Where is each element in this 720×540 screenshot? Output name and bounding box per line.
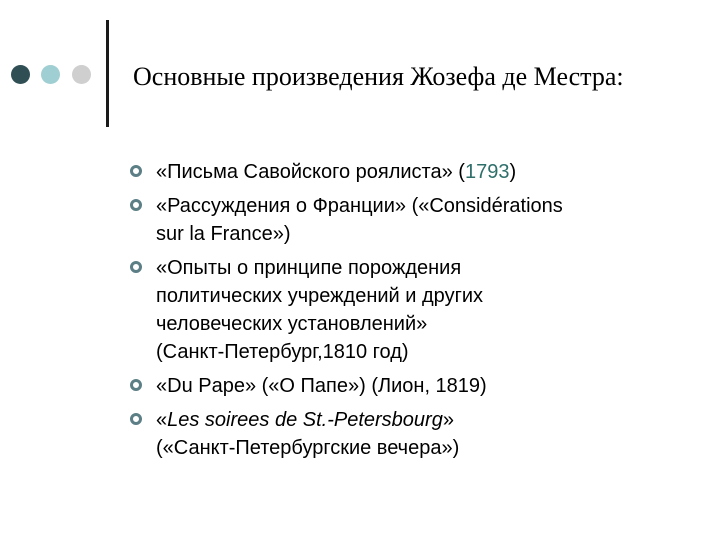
list-item-st-petersburg-dialogues xyxy=(128,406,688,462)
title-divider-line xyxy=(106,20,109,127)
list-item-considerations-on-france xyxy=(128,192,688,248)
item-text-line2: («Санкт-Петербургские вечера») xyxy=(156,437,460,459)
list-item-essay-generative-principle xyxy=(128,254,688,366)
item-text-line1: «Рассуждения о Франции» («Considérations xyxy=(156,195,563,217)
item-text-line2: sur la France») xyxy=(156,223,291,245)
item-year: 1793 xyxy=(464,161,510,183)
list-item-letters-savoy-royalist xyxy=(128,158,688,186)
item-quote-close: » xyxy=(442,409,454,431)
item-text-line3: человеческих установлений» xyxy=(156,313,428,335)
item-text: «Du Pape» («О Папе») (Лион, 1819) xyxy=(156,375,487,397)
bullet-ring-icon xyxy=(130,261,142,273)
bullet-ring-icon xyxy=(130,165,142,177)
list-item-du-pape xyxy=(128,372,688,400)
item-quote-open: « xyxy=(156,409,168,431)
decorative-circle-dark xyxy=(11,65,30,84)
decorative-circle-teal xyxy=(41,65,60,84)
bullet-ring-icon xyxy=(130,379,142,391)
item-text-close: ) xyxy=(509,161,517,183)
slide-title: Основные произведения Жозефа де Местра: xyxy=(133,62,624,91)
works-list xyxy=(128,158,688,468)
bullet-ring-icon xyxy=(130,199,142,211)
item-text-line1: «Опыты о принципе порождения xyxy=(156,257,462,279)
decorative-circle-gray xyxy=(72,65,91,84)
bullet-ring-icon xyxy=(130,413,142,425)
item-text-line2: политических учреждений и других xyxy=(156,285,484,307)
item-text-line4: (Санкт-Петербург,1810 год) xyxy=(156,341,409,363)
item-italic-title: Les soirees de St.-Petersbourg xyxy=(167,409,443,431)
item-text: «Письма Савойского роялиста» ( xyxy=(156,161,465,183)
